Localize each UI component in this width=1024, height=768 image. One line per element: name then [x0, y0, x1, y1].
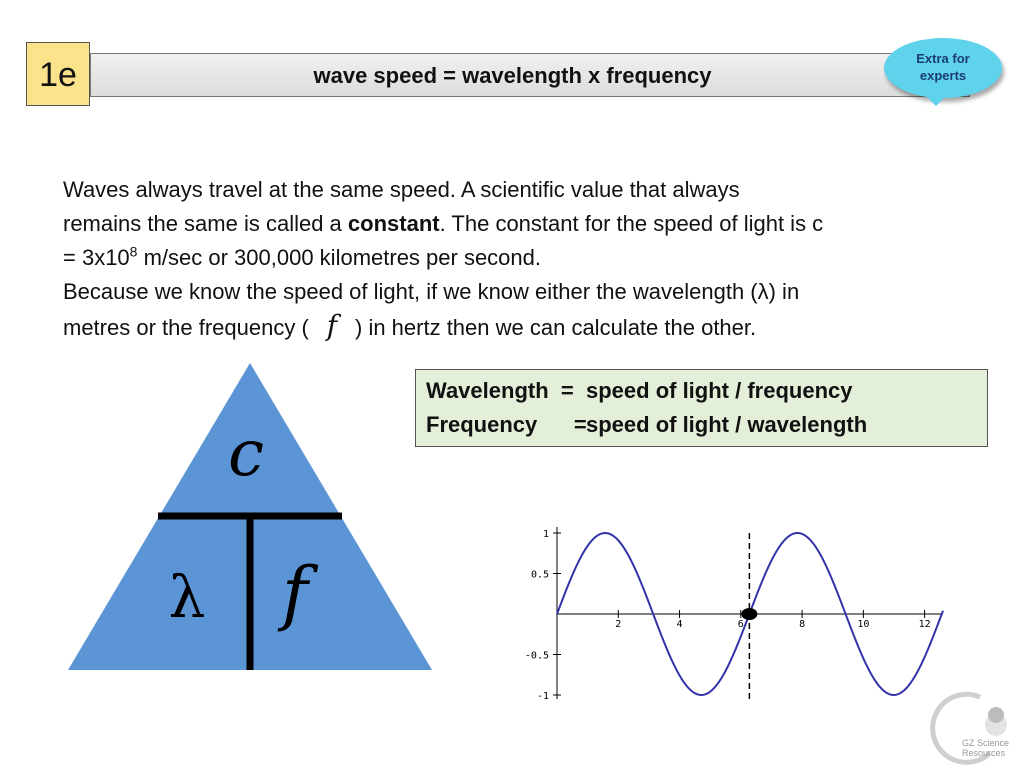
section-number-badge: 1e: [26, 42, 90, 106]
y-tick-label: 0.5: [530, 569, 549, 581]
paragraph-line-5: [63, 309, 973, 345]
explanation-paragraph: [63, 173, 973, 345]
paragraph-line-3: [63, 241, 973, 275]
logo-line-1: GZ Science: [962, 738, 1010, 748]
text-span: metres or the frequency (: [63, 315, 315, 340]
slide-title: wave speed = wavelength x frequency: [313, 63, 712, 88]
formula-triangle: [60, 355, 440, 675]
logo-line-2: Resources: [962, 748, 1006, 758]
bubble-line-2: experts: [919, 68, 967, 83]
formula-rhs: speed of light / wavelength: [586, 412, 868, 437]
bubble-tail: [922, 92, 950, 106]
formula-row-wavelength: [426, 374, 977, 408]
x-tick-label: 10: [857, 619, 870, 630]
x-tick-label: 2: [615, 619, 622, 630]
bubble-line-1: Extra for: [916, 51, 970, 66]
paragraph-line-4: Because we know the speed of light, if we know either the wavelength (λ) in: [63, 279, 800, 304]
paragraph-line-1: Waves always travel at the same speed. A scientific value that always: [63, 177, 740, 202]
formula-box: [415, 369, 988, 447]
y-tick-label: -1: [536, 691, 549, 702]
text-span: ) in hertz then we can calculate the other.: [348, 315, 757, 340]
frequency-symbol: f: [326, 309, 338, 342]
sine-wave-graph: [500, 515, 960, 705]
text-span: remains the same is called a: [63, 211, 348, 236]
y-tick-label: -0.5: [524, 650, 549, 662]
graph-ticks: [525, 529, 931, 702]
formula-lhs: Wavelength =: [426, 378, 574, 403]
exponent: 8: [129, 243, 138, 260]
triangle-bottom-right-label: f: [282, 552, 308, 634]
extra-for-experts-label: [890, 50, 996, 84]
text-span: . The constant for the speed of light is c: [439, 211, 824, 236]
x-tick-label: 8: [799, 619, 806, 630]
triangle-bottom-left-label: λ: [168, 563, 206, 631]
formula-lhs: Frequency =: [426, 412, 587, 437]
text-span: = 3x10: [63, 245, 130, 270]
y-tick-label: 1: [542, 529, 549, 540]
formula-rhs: speed of light / frequency: [586, 378, 853, 403]
formula-row-frequency: [426, 408, 977, 442]
constant-term: constant: [347, 211, 440, 236]
marker-dot: [741, 608, 757, 620]
paragraph-line-2: [63, 207, 973, 241]
text-span: m/sec or 300,000 kilometres per second.: [137, 245, 541, 270]
x-tick-label: 12: [918, 619, 931, 630]
logo-text: [962, 738, 1009, 758]
triangle-top-label: c: [228, 417, 264, 491]
x-tick-label: 4: [676, 619, 683, 630]
x-tick-label: 6: [737, 619, 744, 630]
